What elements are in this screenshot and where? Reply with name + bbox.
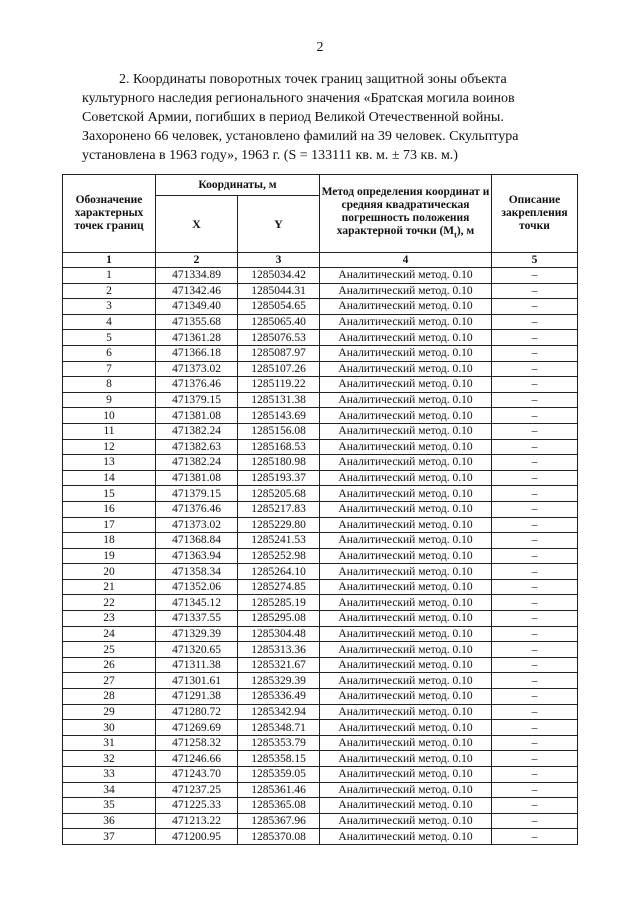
description-cell: – [492, 595, 578, 611]
x-coordinate-cell: 471243.70 [156, 767, 238, 783]
y-coordinate-cell: 1285087.97 [238, 345, 320, 361]
method-cell: Аналитический метод. 0.10 [320, 455, 492, 471]
x-coordinate-cell: 471361.28 [156, 330, 238, 346]
x-coordinate-cell: 471382.24 [156, 455, 238, 471]
point-number-cell: 4 [63, 314, 156, 330]
point-number-cell: 18 [63, 533, 156, 549]
method-cell: Аналитический метод. 0.10 [320, 579, 492, 595]
column-number: 1 [63, 253, 156, 268]
description-cell: – [492, 470, 578, 486]
x-coordinate-cell: 471381.08 [156, 408, 238, 424]
table-row [63, 611, 578, 627]
y-coordinate-cell: 1285329.39 [238, 673, 320, 689]
y-coordinate-cell: 1285044.31 [238, 283, 320, 299]
y-coordinate-cell: 1285193.37 [238, 470, 320, 486]
description-cell: – [492, 611, 578, 627]
y-coordinate-cell: 1285359.05 [238, 767, 320, 783]
method-cell: Аналитический метод. 0.10 [320, 642, 492, 658]
description-cell: – [492, 533, 578, 549]
table-row [63, 798, 578, 814]
table-row [63, 735, 578, 751]
description-cell: – [492, 751, 578, 767]
header-method: Метод определения координат и средняя квадратическая погрешность положения характерной точки $(M_t)$, м [320, 175, 492, 253]
point-number-cell: 1 [63, 268, 156, 284]
table-row [63, 314, 578, 330]
y-coordinate-cell: 1285336.49 [238, 689, 320, 705]
table-row [63, 439, 578, 455]
x-coordinate-cell: 471379.15 [156, 392, 238, 408]
method-cell: Аналитический метод. 0.10 [320, 268, 492, 284]
description-cell: – [492, 408, 578, 424]
description-cell: – [492, 314, 578, 330]
description-cell: – [492, 673, 578, 689]
method-cell: Аналитический метод. 0.10 [320, 314, 492, 330]
y-coordinate-cell: 1285168.53 [238, 439, 320, 455]
method-cell: Аналитический метод. 0.10 [320, 720, 492, 736]
method-cell: Аналитический метод. 0.10 [320, 361, 492, 377]
table-row [63, 564, 578, 580]
point-number-cell: 6 [63, 345, 156, 361]
x-coordinate-cell: 471334.89 [156, 268, 238, 284]
y-coordinate-cell: 1285342.94 [238, 704, 320, 720]
y-coordinate-cell: 1285365.08 [238, 798, 320, 814]
table-row [63, 657, 578, 673]
table-row [63, 579, 578, 595]
point-number-cell: 28 [63, 689, 156, 705]
x-coordinate-cell: 471320.65 [156, 642, 238, 658]
x-coordinate-cell: 471368.84 [156, 533, 238, 549]
x-coordinate-cell: 471358.34 [156, 564, 238, 580]
header-point-designation: Обозначение характерных точек границ [63, 175, 156, 253]
y-coordinate-cell: 1285180.98 [238, 455, 320, 471]
description-cell: – [492, 361, 578, 377]
table-row [63, 377, 578, 393]
description-cell: – [492, 392, 578, 408]
y-coordinate-cell: 1285370.08 [238, 829, 320, 845]
point-number-cell: 8 [63, 377, 156, 393]
method-cell: Аналитический метод. 0.10 [320, 392, 492, 408]
y-coordinate-cell: 1285313.36 [238, 642, 320, 658]
method-cell: Аналитический метод. 0.10 [320, 501, 492, 517]
method-cell: Аналитический метод. 0.10 [320, 798, 492, 814]
point-number-cell: 24 [63, 626, 156, 642]
x-coordinate-cell: 471379.15 [156, 486, 238, 502]
point-number-cell: 37 [63, 829, 156, 845]
description-cell: – [492, 330, 578, 346]
point-number-cell: 11 [63, 423, 156, 439]
table-row [63, 751, 578, 767]
header-y: Y [238, 196, 320, 253]
table-row [63, 299, 578, 315]
table-row [63, 501, 578, 517]
y-coordinate-cell: 1285304.48 [238, 626, 320, 642]
point-number-cell: 16 [63, 501, 156, 517]
point-number-cell: 14 [63, 470, 156, 486]
y-coordinate-cell: 1285274.85 [238, 579, 320, 595]
y-coordinate-cell: 1285143.69 [238, 408, 320, 424]
table-row [63, 533, 578, 549]
point-number-cell: 29 [63, 704, 156, 720]
paragraph-line: культурного наследия регионального значения «Братская могила воинов [82, 91, 515, 106]
method-cell: Аналитический метод. 0.10 [320, 517, 492, 533]
y-coordinate-cell: 1285156.08 [238, 423, 320, 439]
method-cell: Аналитический метод. 0.10 [320, 813, 492, 829]
point-number-cell: 3 [63, 299, 156, 315]
x-coordinate-cell: 471258.32 [156, 735, 238, 751]
description-cell: – [492, 735, 578, 751]
point-number-cell: 13 [63, 455, 156, 471]
description-cell: – [492, 486, 578, 502]
header-description: Описание закрепления точки [492, 175, 578, 253]
table-row [63, 813, 578, 829]
table-row [63, 689, 578, 705]
x-coordinate-cell: 471213.22 [156, 813, 238, 829]
description-cell: – [492, 564, 578, 580]
point-number-cell: 34 [63, 782, 156, 798]
method-cell: Аналитический метод. 0.10 [320, 377, 492, 393]
paragraph-line: Советской Армии, погибших в период Великой Отечественной войны. [82, 110, 504, 125]
method-cell: Аналитический метод. 0.10 [320, 330, 492, 346]
table-row [63, 283, 578, 299]
y-coordinate-cell: 1285358.15 [238, 751, 320, 767]
table-row [63, 268, 578, 284]
description-cell: – [492, 345, 578, 361]
table-row [63, 720, 578, 736]
table-row [63, 782, 578, 798]
table-row [63, 392, 578, 408]
table-row [63, 330, 578, 346]
x-coordinate-cell: 471301.61 [156, 673, 238, 689]
point-number-cell: 9 [63, 392, 156, 408]
x-coordinate-cell: 471363.94 [156, 548, 238, 564]
method-cell: Аналитический метод. 0.10 [320, 689, 492, 705]
column-numbers-row [63, 253, 578, 268]
method-cell: Аналитический метод. 0.10 [320, 829, 492, 845]
description-cell: – [492, 689, 578, 705]
description-cell: – [492, 268, 578, 284]
method-cell: Аналитический метод. 0.10 [320, 423, 492, 439]
y-coordinate-cell: 1285367.96 [238, 813, 320, 829]
table-row [63, 704, 578, 720]
method-cell: Аналитический метод. 0.10 [320, 470, 492, 486]
x-coordinate-cell: 471337.55 [156, 611, 238, 627]
table-row [63, 408, 578, 424]
point-number-cell: 22 [63, 595, 156, 611]
x-coordinate-cell: 471382.63 [156, 439, 238, 455]
y-coordinate-cell: 1285241.53 [238, 533, 320, 549]
column-number: 2 [156, 253, 238, 268]
y-coordinate-cell: 1285054.65 [238, 299, 320, 315]
table-row [63, 829, 578, 845]
y-coordinate-cell: 1285065.40 [238, 314, 320, 330]
point-number-cell: 12 [63, 439, 156, 455]
method-cell: Аналитический метод. 0.10 [320, 299, 492, 315]
method-cell: Аналитический метод. 0.10 [320, 657, 492, 673]
method-cell: Аналитический метод. 0.10 [320, 751, 492, 767]
description-cell: – [492, 455, 578, 471]
x-coordinate-cell: 471342.46 [156, 283, 238, 299]
point-number-cell: 27 [63, 673, 156, 689]
description-cell: – [492, 782, 578, 798]
description-cell: – [492, 377, 578, 393]
coordinates-table [62, 174, 578, 845]
header-x: X [156, 196, 238, 253]
y-coordinate-cell: 1285295.08 [238, 611, 320, 627]
intro-paragraph [82, 70, 572, 165]
table-row [63, 626, 578, 642]
x-coordinate-cell: 471329.39 [156, 626, 238, 642]
description-cell: – [492, 439, 578, 455]
y-coordinate-cell: 1285353.79 [238, 735, 320, 751]
method-cell: Аналитический метод. 0.10 [320, 704, 492, 720]
x-coordinate-cell: 471382.24 [156, 423, 238, 439]
description-cell: – [492, 720, 578, 736]
column-number: 5 [492, 253, 578, 268]
description-cell: – [492, 829, 578, 845]
y-coordinate-cell: 1285229.80 [238, 517, 320, 533]
method-cell: Аналитический метод. 0.10 [320, 548, 492, 564]
point-number-cell: 20 [63, 564, 156, 580]
table-body [63, 268, 578, 845]
method-cell: Аналитический метод. 0.10 [320, 439, 492, 455]
method-cell: Аналитический метод. 0.10 [320, 735, 492, 751]
description-cell: – [492, 423, 578, 439]
point-number-cell: 7 [63, 361, 156, 377]
table-row [63, 361, 578, 377]
x-coordinate-cell: 471373.02 [156, 361, 238, 377]
table-row [63, 767, 578, 783]
method-cell: Аналитический метод. 0.10 [320, 564, 492, 580]
point-number-cell: 36 [63, 813, 156, 829]
table-row [63, 595, 578, 611]
x-coordinate-cell: 471269.69 [156, 720, 238, 736]
method-cell: Аналитический метод. 0.10 [320, 486, 492, 502]
point-number-cell: 25 [63, 642, 156, 658]
y-coordinate-cell: 1285205.68 [238, 486, 320, 502]
point-number-cell: 30 [63, 720, 156, 736]
method-cell: Аналитический метод. 0.10 [320, 767, 492, 783]
x-coordinate-cell: 471376.46 [156, 377, 238, 393]
y-coordinate-cell: 1285321.67 [238, 657, 320, 673]
point-number-cell: 23 [63, 611, 156, 627]
description-cell: – [492, 579, 578, 595]
point-number-cell: 21 [63, 579, 156, 595]
description-cell: – [492, 283, 578, 299]
method-cell: Аналитический метод. 0.10 [320, 782, 492, 798]
table-row [63, 673, 578, 689]
table-row [63, 486, 578, 502]
description-cell: – [492, 642, 578, 658]
x-coordinate-cell: 471355.68 [156, 314, 238, 330]
description-cell: – [492, 767, 578, 783]
point-number-cell: 26 [63, 657, 156, 673]
y-coordinate-cell: 1285361.46 [238, 782, 320, 798]
y-coordinate-cell: 1285252.98 [238, 548, 320, 564]
description-cell: – [492, 798, 578, 814]
table-row [63, 642, 578, 658]
description-cell: – [492, 626, 578, 642]
point-number-cell: 32 [63, 751, 156, 767]
method-cell: Аналитический метод. 0.10 [320, 595, 492, 611]
y-coordinate-cell: 1285348.71 [238, 720, 320, 736]
x-coordinate-cell: 471349.40 [156, 299, 238, 315]
column-number: 4 [320, 253, 492, 268]
y-coordinate-cell: 1285217.83 [238, 501, 320, 517]
description-cell: – [492, 501, 578, 517]
table-row [63, 423, 578, 439]
header-coordinates: Координаты, м [156, 175, 320, 196]
method-cell: Аналитический метод. 0.10 [320, 626, 492, 642]
description-cell: – [492, 299, 578, 315]
paragraph-line: 2. Координаты поворотных точек границ защитной зоны объекта [119, 72, 507, 87]
y-coordinate-cell: 1285119.22 [238, 377, 320, 393]
x-coordinate-cell: 471352.06 [156, 579, 238, 595]
page-number: 2 [316, 40, 324, 55]
point-number-cell: 5 [63, 330, 156, 346]
table-row [63, 548, 578, 564]
method-cell: Аналитический метод. 0.10 [320, 408, 492, 424]
x-coordinate-cell: 471291.38 [156, 689, 238, 705]
y-coordinate-cell: 1285034.42 [238, 268, 320, 284]
table-row [63, 517, 578, 533]
table-row [63, 470, 578, 486]
method-cell: Аналитический метод. 0.10 [320, 283, 492, 299]
y-coordinate-cell: 1285107.26 [238, 361, 320, 377]
x-coordinate-cell: 471345.12 [156, 595, 238, 611]
method-cell: Аналитический метод. 0.10 [320, 533, 492, 549]
description-cell: – [492, 704, 578, 720]
table-row [63, 455, 578, 471]
point-number-cell: 2 [63, 283, 156, 299]
x-coordinate-cell: 471246.66 [156, 751, 238, 767]
x-coordinate-cell: 471373.02 [156, 517, 238, 533]
method-cell: Аналитический метод. 0.10 [320, 611, 492, 627]
point-number-cell: 35 [63, 798, 156, 814]
point-number-cell: 33 [63, 767, 156, 783]
x-coordinate-cell: 471311.38 [156, 657, 238, 673]
column-number: 3 [238, 253, 320, 268]
x-coordinate-cell: 471200.95 [156, 829, 238, 845]
description-cell: – [492, 548, 578, 564]
point-number-cell: 15 [63, 486, 156, 502]
table-row [63, 345, 578, 361]
x-coordinate-cell: 471376.46 [156, 501, 238, 517]
paragraph-line: установлена в 1963 году», 1963 г. (S = 133111 кв. м. ± 73 кв. м.) [82, 148, 458, 163]
point-number-cell: 19 [63, 548, 156, 564]
x-coordinate-cell: 471237.25 [156, 782, 238, 798]
method-cell: Аналитический метод. 0.10 [320, 673, 492, 689]
y-coordinate-cell: 1285264.10 [238, 564, 320, 580]
y-coordinate-cell: 1285285.19 [238, 595, 320, 611]
x-coordinate-cell: 471280.72 [156, 704, 238, 720]
point-number-cell: 10 [63, 408, 156, 424]
paragraph-line: Захоронено 66 человек, установлено фамилий на 39 человек. Скульптура [82, 129, 519, 144]
y-coordinate-cell: 1285131.38 [238, 392, 320, 408]
method-cell: Аналитический метод. 0.10 [320, 345, 492, 361]
description-cell: – [492, 517, 578, 533]
description-cell: – [492, 813, 578, 829]
x-coordinate-cell: 471366.18 [156, 345, 238, 361]
point-number-cell: 17 [63, 517, 156, 533]
description-cell: – [492, 657, 578, 673]
x-coordinate-cell: 471225.33 [156, 798, 238, 814]
y-coordinate-cell: 1285076.53 [238, 330, 320, 346]
x-coordinate-cell: 471381.08 [156, 470, 238, 486]
point-number-cell: 31 [63, 735, 156, 751]
